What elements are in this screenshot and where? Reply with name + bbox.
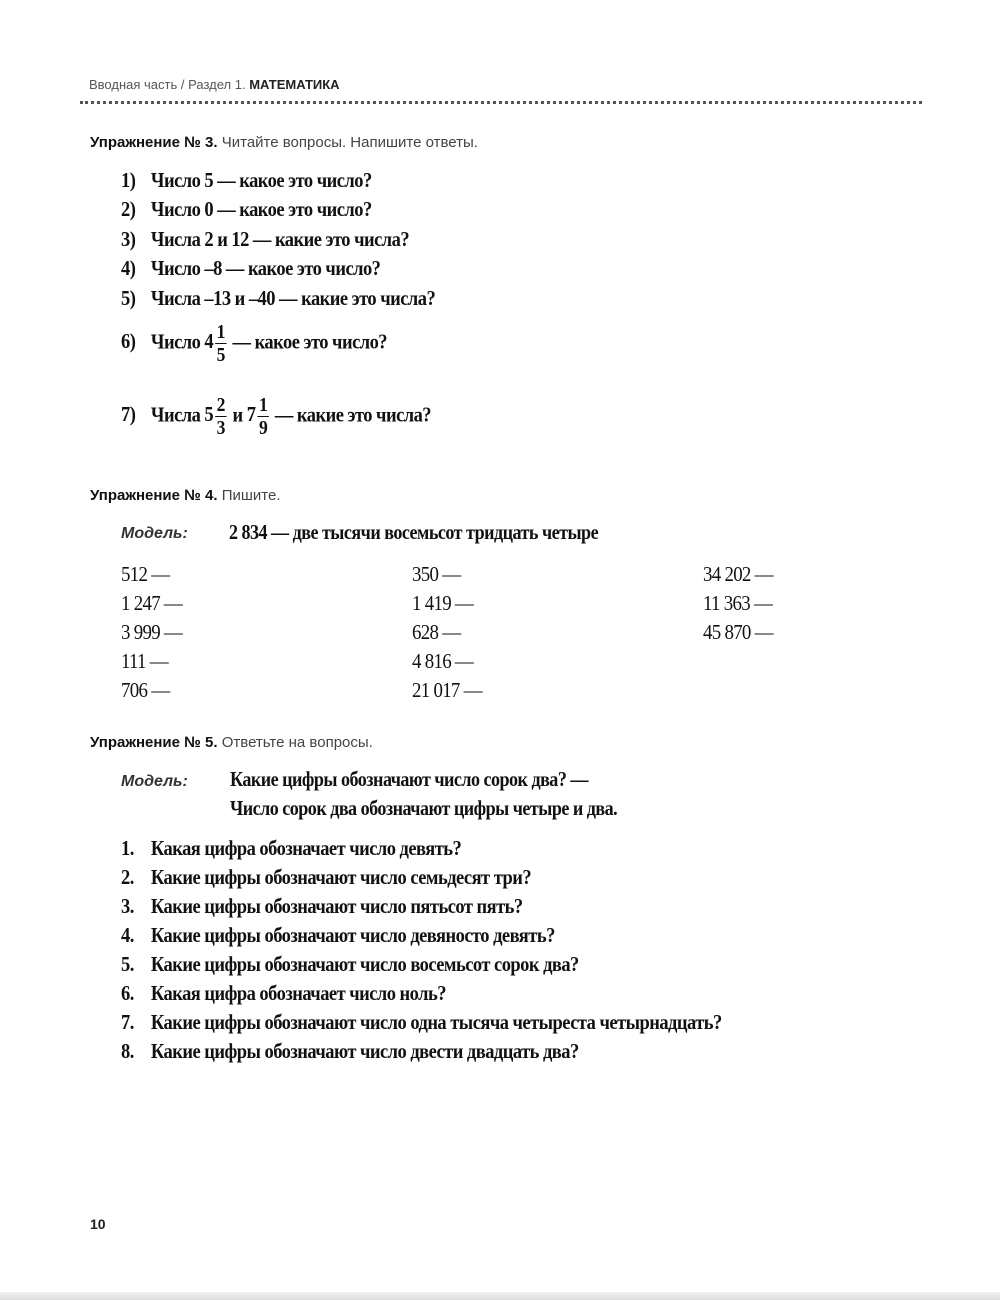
number-item: 34 202 — bbox=[703, 562, 773, 586]
exercise-5-model-label: Модель: bbox=[121, 773, 188, 790]
mixed-number: 4 $\frac{1}{5}$ bbox=[204, 321, 225, 366]
mixed-number: 5 $\frac{2}{3}$ bbox=[204, 394, 225, 439]
number-item: 706 — bbox=[121, 678, 170, 702]
running-head-section-name: МАТЕМАТИКА bbox=[249, 77, 340, 92]
page-number: 10 bbox=[90, 1216, 106, 1232]
number-item: 1 419 — bbox=[412, 591, 474, 615]
number-item: 11 363 — bbox=[703, 591, 773, 615]
question-item: 2. Какие цифры обозначают число семьдесят три? bbox=[121, 865, 532, 889]
question-item: 5. Какие цифры обозначают число восемьсот сорок два? bbox=[121, 952, 579, 976]
number-item: 4 816 — bbox=[412, 649, 474, 673]
exercise-3-instruction: Читайте вопросы. Напишите ответы. bbox=[221, 134, 478, 151]
question-item: 3. Какие цифры обозначают число пятьсот пять? bbox=[121, 894, 523, 918]
question-item: 4. Какие цифры обозначают число девяносто девять? bbox=[121, 923, 555, 947]
question-item: 7. Какие цифры обозначают число одна тысяча четыреста четырнадцать? bbox=[121, 1010, 722, 1034]
running-head-section-prefix: Раздел 1. bbox=[188, 77, 246, 92]
exercise-5-instruction: Ответьте на вопросы. bbox=[221, 734, 373, 751]
number-item: 512 — bbox=[121, 562, 170, 586]
exercise-4-number: Упражнение № 4. bbox=[90, 487, 218, 504]
exercise-4-title bbox=[90, 487, 281, 504]
number-item: 45 870 — bbox=[703, 620, 773, 644]
number-item: 1 247 — bbox=[121, 591, 183, 615]
number-item: 350 — bbox=[412, 562, 461, 586]
header-divider bbox=[80, 101, 922, 104]
question-item-fraction: 6) Число 4 $\frac{1}{5}$ — какое это число? bbox=[121, 321, 388, 366]
question-item-fraction: 7) Числа 5 $\frac{2}{3}$ и 7 $\frac{1}{9}$ — какие это числа? bbox=[121, 394, 432, 439]
running-head-part: Вводная часть bbox=[89, 77, 178, 92]
question-item: 2) Число 0 — какое это число? bbox=[121, 197, 372, 221]
exercise-4-instruction: Пишите. bbox=[221, 487, 281, 504]
exercise-4-model-label: Модель: bbox=[121, 525, 188, 542]
exercise-5-model-line-1: Какие цифры обозначают число сорок два? — bbox=[230, 767, 588, 791]
number-item: 111 — bbox=[121, 649, 168, 673]
exercise-4-model-text: 2 834 — две тысячи восемьсот тридцать четыре bbox=[229, 520, 599, 544]
exercise-3-number: Упражнение № 3. bbox=[90, 134, 218, 151]
question-item: 8. Какие цифры обозначают число двести двадцать два? bbox=[121, 1039, 579, 1063]
question-item: 1) Число 5 — какое это число? bbox=[121, 168, 372, 192]
question-item: 1. Какая цифра обозначает число девять? bbox=[121, 836, 462, 860]
fraction: $\frac{1}{5}$ bbox=[216, 321, 225, 366]
number-item: 21 017 — bbox=[412, 678, 482, 702]
exercise-5-model-line-2: Число сорок два обозначают цифры четыре и два. bbox=[230, 796, 618, 820]
exercise-5-number: Упражнение № 5. bbox=[90, 734, 218, 751]
running-head-separator: / bbox=[180, 77, 185, 92]
running-head bbox=[89, 77, 340, 92]
question-item: 6. Какая цифра обозначает число ноль? bbox=[121, 981, 446, 1005]
question-item: 4) Число –8 — какое это число? bbox=[121, 256, 381, 280]
exercise-5-title bbox=[90, 734, 373, 751]
question-item: 3) Числа 2 и 12 — какие это числа? bbox=[121, 227, 410, 251]
viewer-bottom-edge bbox=[0, 1292, 1000, 1300]
number-item: 3 999 — bbox=[121, 620, 183, 644]
fraction: $\frac{1}{9}$ bbox=[258, 394, 268, 439]
fraction: $\frac{2}{3}$ bbox=[216, 394, 225, 439]
question-item: 5) Числа –13 и –40 — какие это числа? bbox=[121, 286, 436, 310]
number-item: 628 — bbox=[412, 620, 461, 644]
exercise-3-title bbox=[90, 134, 478, 151]
mixed-number: 7 $\frac{1}{9}$ bbox=[246, 394, 268, 439]
